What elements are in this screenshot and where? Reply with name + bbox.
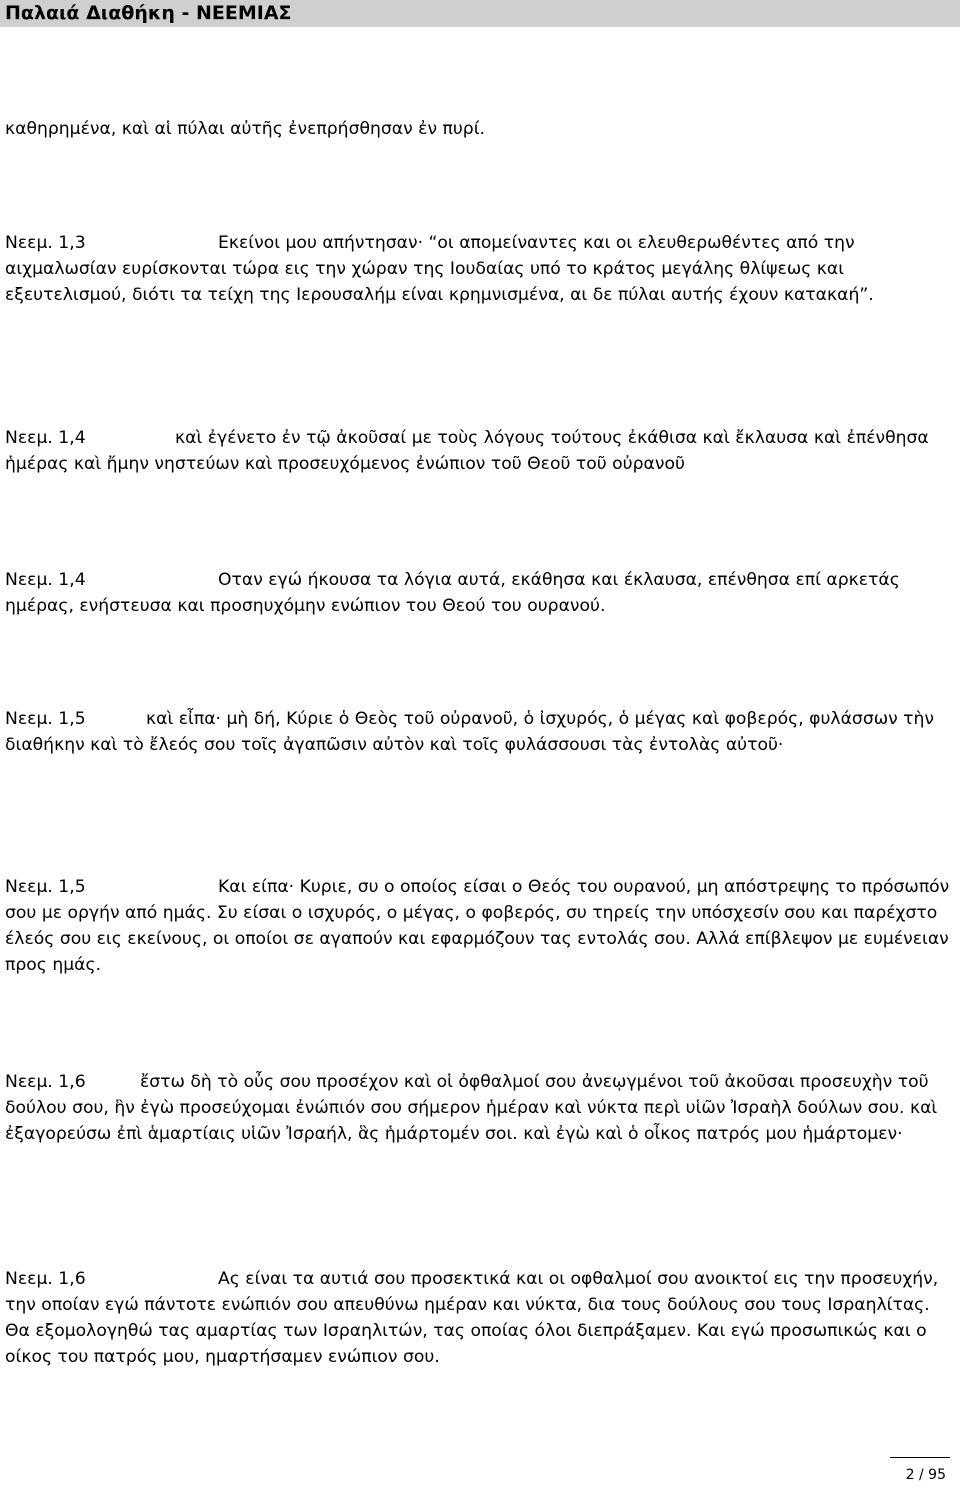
- verse-reference: Νεεμ. 1,5: [5, 877, 86, 897]
- passage-neem-1-5-modern: [5, 874, 955, 978]
- verse-reference: Νεεμ. 1,5: [5, 709, 86, 729]
- passage-neem-1-5-ancient: [5, 706, 955, 758]
- verse-reference: Νεεμ. 1,4: [5, 570, 86, 590]
- verse-reference: Νεεμ. 1,3: [5, 233, 86, 253]
- passage-text: καθηρημένα, καὶ αἱ πύλαι αὐτῆς ἐνεπρήσθησαν ἐν πυρί.: [5, 119, 485, 139]
- passage-continuation: [5, 116, 955, 142]
- passage-text: καὶ ἐγένετο ἐν τῷ ἀκοῦσαί με τοὺς λόγους τούτους ἐκάθισα καὶ ἔκλαυσα καὶ ἐπένθησα ἡμέρας καὶ ἤμην νηστεύων καὶ προσευχόμενος ἐνώπιον τοῦ Θεοῦ τοῦ οὐρανοῦ: [5, 428, 929, 474]
- page-number: 2 / 95: [905, 1467, 946, 1483]
- passage-text: Και είπα· Κυριε, συ ο οποίος είσαι ο Θεός του ουρανού, μη απόστρεψης το πρόσωπόν σου με οργήν από ημάς. Συ είσαι ο ισχυρός, ο μέγας, ο φοβερός, συ τηρείς την υπόσχεσίν σου και παρέχστο έλεός σου εις εκείνους, οι οποίοι σε αγαπούν και εφαρμόζουν τας εντολάς σου. Αλλά επίβλεψον με ευμένειαν προς ημάς.: [5, 877, 950, 975]
- document-title: Παλαιά Διαθήκη - ΝΕΕΜΙΑΣ: [5, 2, 292, 24]
- passage-neem-1-6-ancient: [5, 1069, 955, 1147]
- passage-text: Εκείνοι μου απήντησαν· “οι απομείναντες και οι ελευθερωθέντες από την αιχμαλωσίαν ευρίσκονται τώρα εις την χώραν της Ιουδαίας υπό το κράτος μεγάλης θλίψεως και εξευτελισμού, διότι τα τείχη της Ιερουσαλήμ είναι κρημνισμένα, αι δε πύλαι αυτής έχουν κατακαή”.: [5, 233, 874, 305]
- verse-reference: Νεεμ. 1,4: [5, 428, 86, 448]
- passage-text: καὶ εἶπα· μὴ δή, Κύριε ὁ Θεὸς τοῦ οὐρανοῦ, ὁ ἰσχυρός, ὁ μέγας καὶ φοβερός, φυλάσσων τὴν διαθήκην καὶ τὸ ἔλεός σου τοῖς ἀγαπῶσιν αὐτὸν καὶ τοῖς φυλάσσουσι τὰς ἐντολὰς αὐτοῦ·: [5, 709, 935, 755]
- passage-neem-1-6-modern: [5, 1266, 955, 1370]
- page-header: [0, 0, 960, 27]
- passage-neem-1-4-ancient: [5, 425, 955, 477]
- passage-text: ἔστω δὴ τὸ οὖς σου προσέχον καὶ οἱ ὀφθαλμοί σου ἀνεῳγμένοι τοῦ ἀκοῦσαι προσευχὴν τοῦ δούλου σου, ἣν ἐγὼ προσεύχομαι ἐνώπιόν σου σήμερον ἡμέραν καὶ νύκτα περὶ υἱῶν Ἰσραὴλ δούλων σου. καὶ ἐξαγορεύσω ἐπὶ ἁμαρτίαις υἱῶν Ἰσραήλ, ἃς ἡμάρτομέν σοι. καὶ ἐγὼ καὶ ὁ οἶκος πατρός μου ἡμάρτομεν·: [5, 1072, 938, 1144]
- passage-neem-1-3-modern: [5, 230, 955, 308]
- footer-divider: [890, 1457, 950, 1458]
- verse-reference: Νεεμ. 1,6: [5, 1072, 86, 1092]
- verse-reference: Νεεμ. 1,6: [5, 1269, 86, 1289]
- passage-text: Οταν εγώ ήκουσα τα λόγια αυτά, εκάθησα και έκλαυσα, επένθησα επί αρκετάς ημέρας, ενήστευσα και προσηυχόμην ενώπιον του Θεού του ουρανού.: [5, 570, 900, 616]
- passage-text: Ας είναι τα αυτιά σου προσεκτικά και οι οφθαλμοί σου ανοικτοί εις την προσευχήν, την οποίαν εγώ πάντοτε ενώπιόν σου απευθύνω ημέραν και νύκτα, δια τους δούλους σου τους Ισραηλίτας. Θα εξομολογηθώ τας αμαρτίας των Ισραηλιτών, τας οποίας όλοι διεπράξαμεν. Και εγώ προσωπικώς και ο οίκος του πατρός μου, ημαρτήσαμεν ενώπιον σου.: [5, 1269, 939, 1367]
- passage-neem-1-4-modern: [5, 567, 955, 619]
